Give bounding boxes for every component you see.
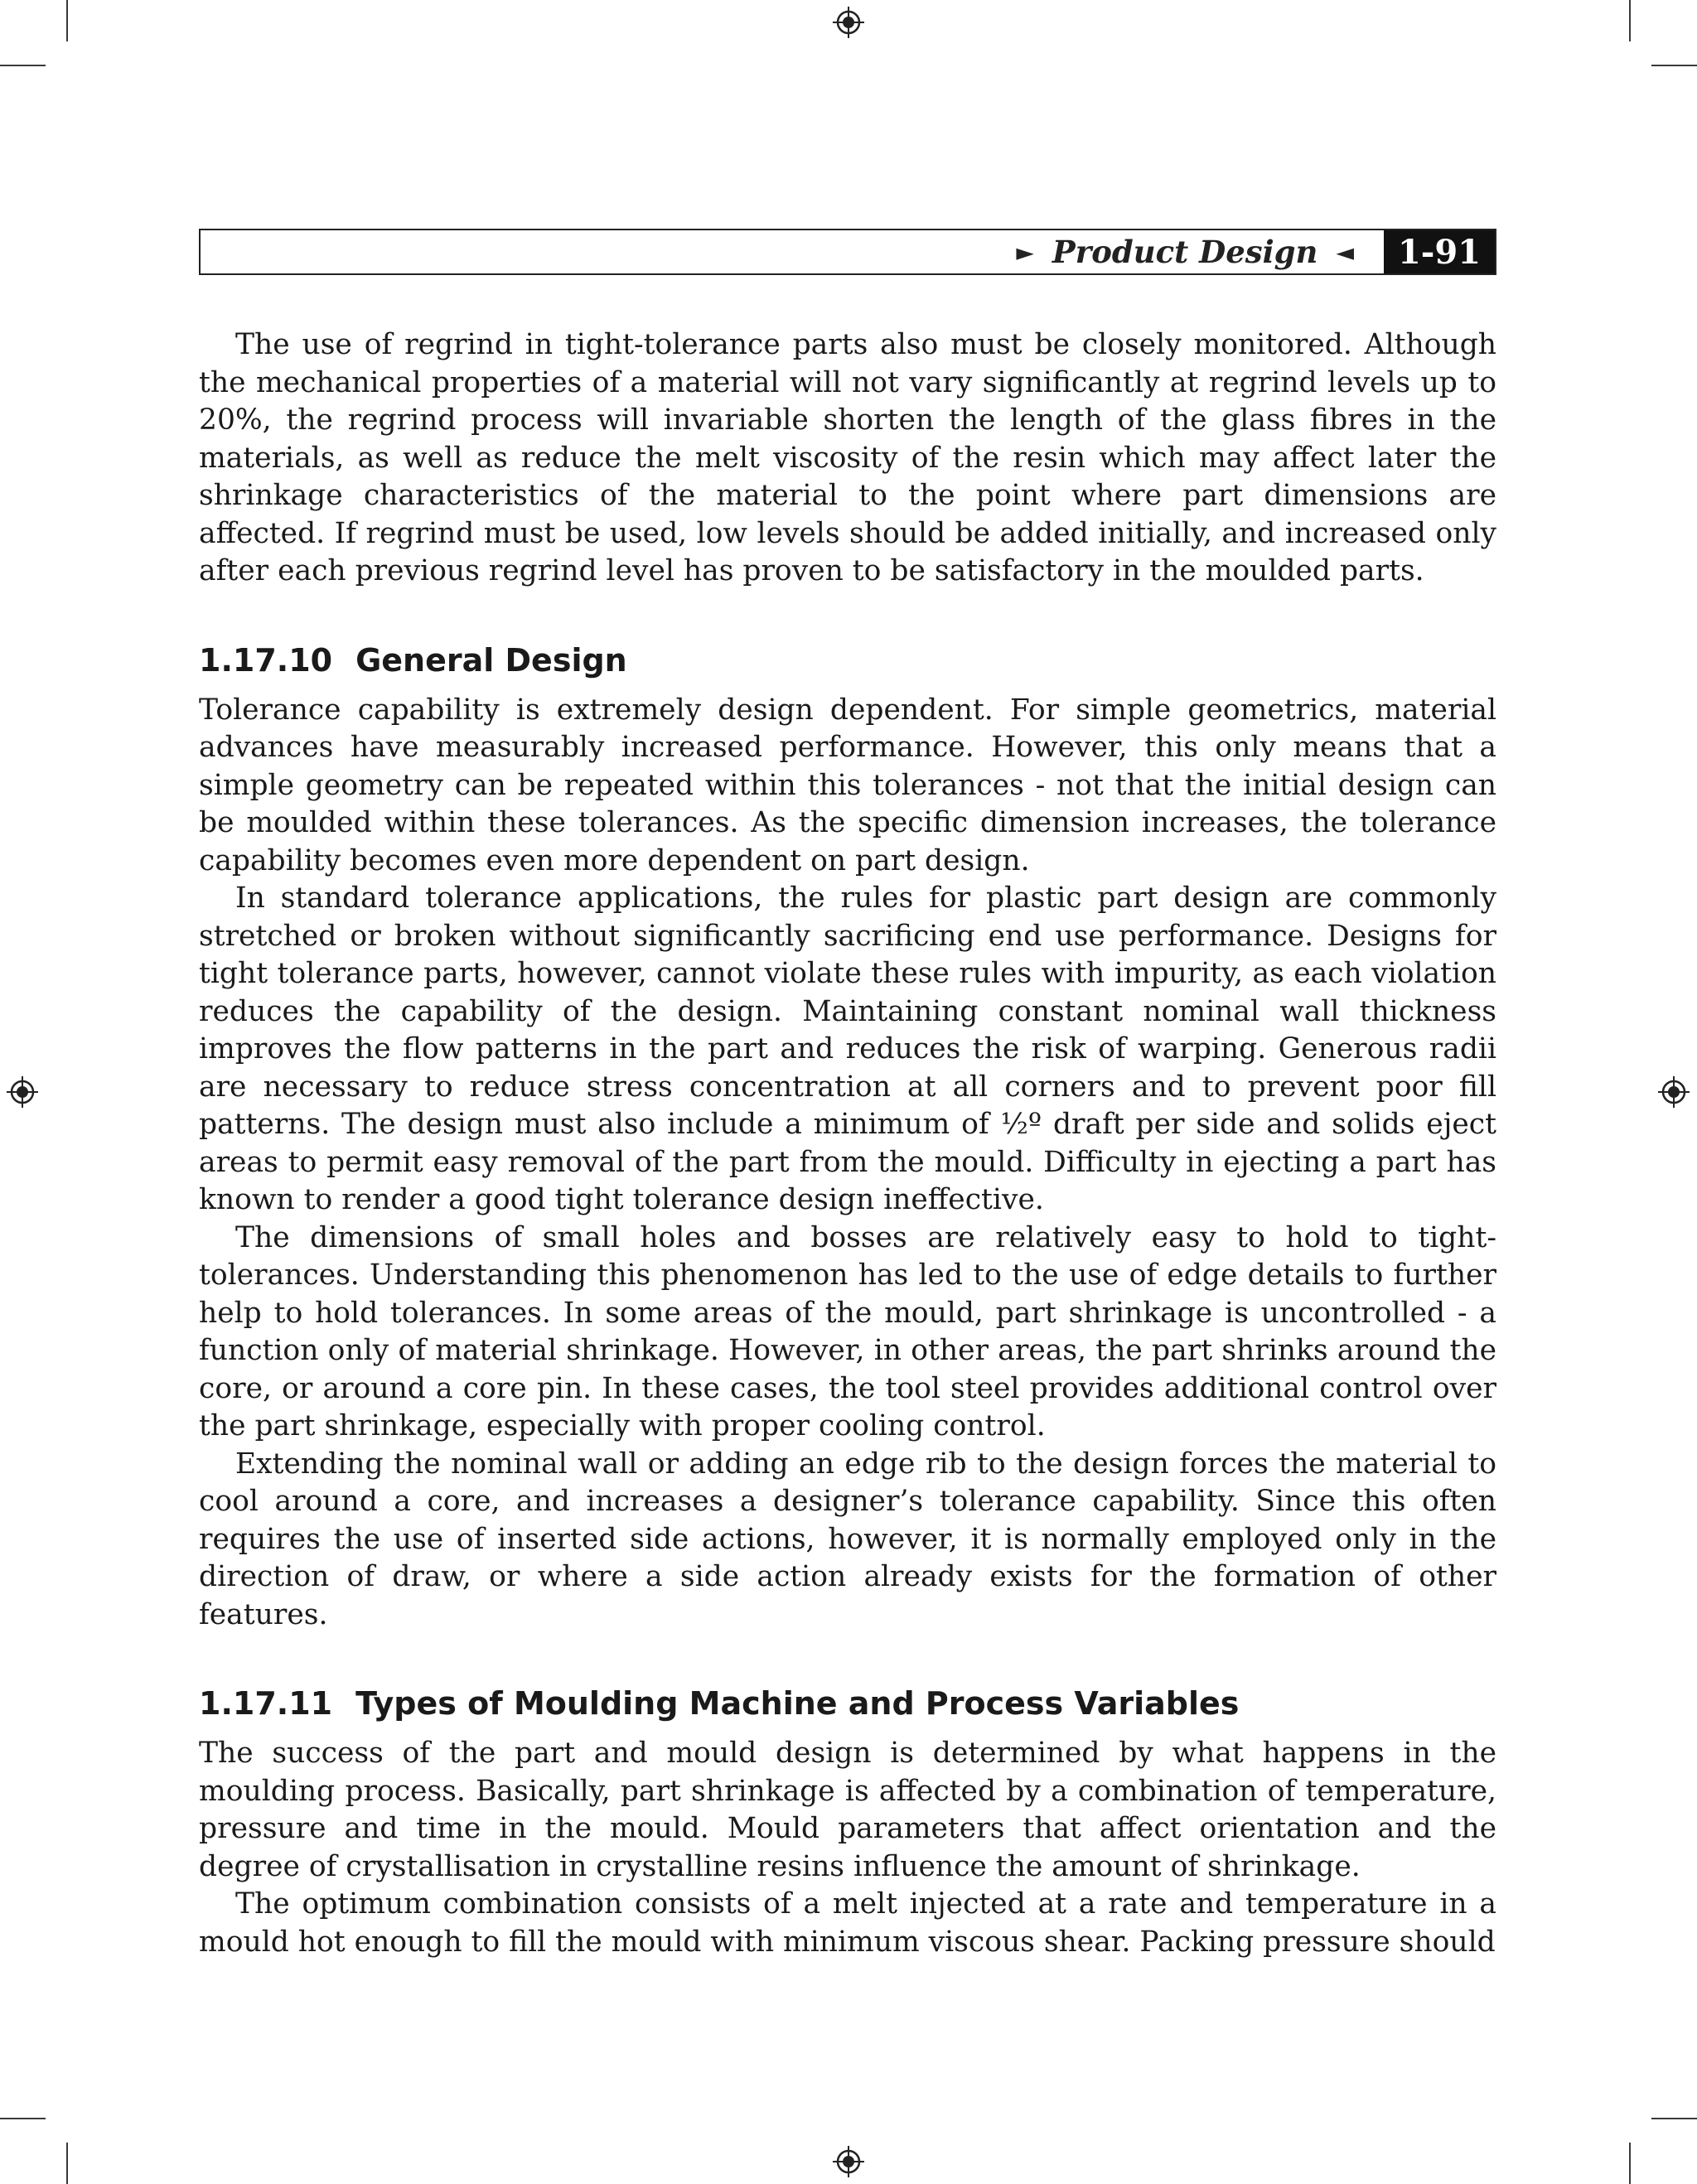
crop-mark-bottom-left-horizontal: [0, 2118, 46, 2119]
page-number: 1-91: [1384, 230, 1495, 273]
header-arrow-left-icon: ◄: [1336, 238, 1354, 266]
section-title: General Design: [355, 641, 627, 679]
header-title-group: [1016, 230, 1384, 273]
crop-mark-bottom-right-horizontal: [1651, 2118, 1697, 2119]
section-title: Types of Moulding Machine and Process Variables: [355, 1685, 1240, 1722]
paragraph: The optimum combination consists of a melt injected at a rate and temperature in a mould hot enough to fill the mould with minimum viscous shear. Packing pressure should: [199, 1887, 1496, 1959]
page-body: [199, 326, 1496, 1961]
registration-mark-top-icon: [831, 5, 866, 40]
paragraph: The success of the part and mould design is determined by what happens in the moulding process. Basically, part shrinkage is affected by a combination of temperature, pressure and time in the mould. Mould parameters that affect orientation and the degree of crystallisation in crystalline resins influence the amount of shrinkage.: [199, 1737, 1496, 1883]
registration-mark-right-icon: [1656, 1075, 1691, 1109]
section-number: 1.17.10: [199, 641, 333, 679]
crop-mark-top-right-vertical: [1629, 0, 1631, 41]
section-heading-moulding-machine: [199, 1685, 1496, 1722]
intro-paragraph: The use of regrind in tight-tolerance parts also must be closely monitored. Although the mechanical properties of a material will not vary significantly at regrind levels up to 20%, the regrind process will invariable shorten the length of the glass fibres in the materials, as well as reduce the melt viscosity of the resin which may affect later the shrinkage characteristics of the material to the point where part dimensions are affected. If regrind must be used, low levels should be added initially, and increased only after each previous regrind level has proven to be satisfactory in the moulded parts.: [199, 328, 1496, 587]
paragraph: Extending the nominal wall or adding an edge rib to the design forces the material to cool around a core, and increases a designer’s tolerance capability. Since this often requires the use of inserted side actions, however, it is normally employed only in the direction of draw, or where a side action already exists for the formation of other features.: [199, 1447, 1496, 1631]
crop-mark-bottom-left-vertical: [66, 2143, 68, 2184]
registration-mark-bottom-icon: [831, 2144, 866, 2179]
crop-mark-top-left-horizontal: [0, 65, 46, 66]
paragraph: The dimensions of small holes and bosses are relatively easy to hold to tight-tolerances. Understanding this phenomenon has led to the use of edge details to further help to hold tolerances. In some areas of the mould, part shrinkage is uncontrolled - a function only of material shrinkage. However, in other areas, the part shrinks around the core, or around a core pin. In these cases, the tool steel provides additional control over the part shrinkage, especially with proper cooling control.: [199, 1220, 1496, 1442]
crop-mark-bottom-right-vertical: [1629, 2143, 1631, 2184]
header-arrow-right-icon: ►: [1016, 238, 1034, 266]
section-heading-general-design: [199, 642, 1496, 679]
paragraph: Tolerance capability is extremely design dependent. For simple geometrics, material advances have measurably increased performance. However, this only means that a simple geometry can be repeated within this tolerances - not that the initial design can be moulded within these tolerances. As the specific dimension increases, the tolerance capability becomes even more dependent on part design.: [199, 693, 1496, 877]
paragraph: In standard tolerance applications, the rules for plastic part design are commonly stretched or broken without significantly sacrificing end use performance. Designs for tight tolerance parts, however, cannot violate these rules with impurity, as each violation reduces the capability of the design. Maintaining constant nominal wall thickness improves the flow patterns in the part and reduces the risk of warping. Generous radii are necessary to reduce stress concentration at all corners and to prevent poor fill patterns. The design must also include a minimum of ½º draft per side and solids eject areas to permit easy removal of the part from the mould. Difficulty in ejecting a part has known to render a good tight tolerance design ineffective.: [199, 882, 1496, 1216]
section-number: 1.17.11: [199, 1685, 333, 1722]
crop-mark-top-left-vertical: [66, 0, 68, 41]
crop-mark-top-right-horizontal: [1651, 65, 1697, 66]
running-header: [199, 229, 1496, 275]
registration-mark-left-icon: [5, 1075, 40, 1109]
chapter-title: Product Design: [1052, 234, 1318, 270]
